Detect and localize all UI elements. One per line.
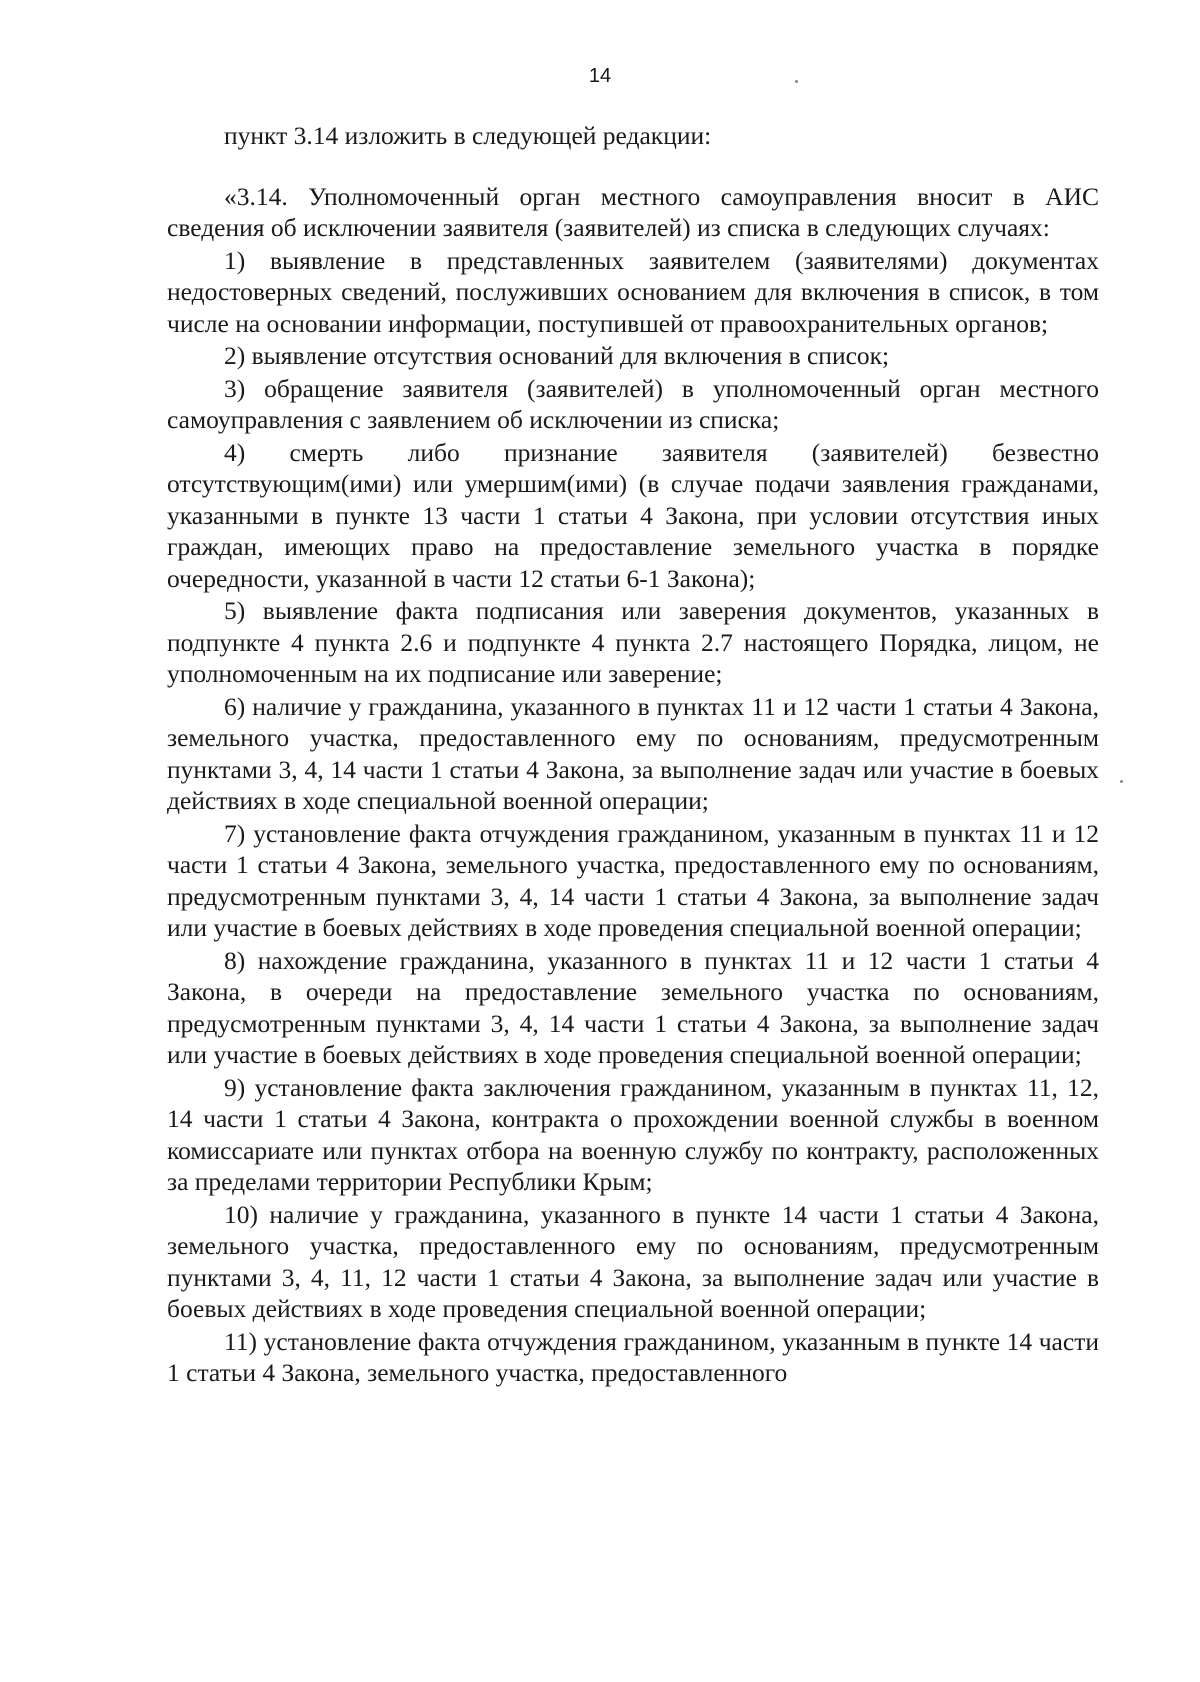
list-item-11: 11) установление факта отчуждения гражданином, указанным в пункте 14 части 1 статьи 4 Закона, земельного участка, предоставленного <box>167 1326 1099 1387</box>
list-item-7: 7) установление факта отчуждения гражданином, указанным в пунктах 11 и 12 части 1 статьи 4 Закона, земельного участка, предоставленного ему по основаниям, предусмотренным пунктами 3, 4, 14 части 1 статьи 4 Закона, за выполнение задач или участие в боевых действиях в ходе проведения специальной военной операции; <box>167 818 1099 942</box>
list-item-9: 9) установление факта заключения гражданином, указанным в пунктах 11, 12, 14 части 1 статьи 4 Закона, контракта о прохождении военной службы в военном комиссариате или пунктах отбора на военную службу по контракту, расположенных за пределами территории Республики Крым; <box>167 1072 1099 1196</box>
document-body <box>167 120 1099 1390</box>
list-item-4: 4) смерть либо признание заявителя (заявителей) безвестно отсутствующим(ими) или умершим(ими) (в случае подачи заявления гражданами, указанными в пункте 13 части 1 статьи 4 Закона, при условии отсутствия иных граждан, имеющих право на предоставление земельного участка в порядке очередности, указанной в части 12 статьи 6-1 Закона); <box>167 437 1099 593</box>
list-item-8: 8) нахождение гражданина, указанного в пунктах 11 и 12 части 1 статьи 4 Закона, в очереди на предоставление земельного участка по основаниям, предусмотренным пунктами 3, 4, 14 части 1 статьи 4 Закона, за выполнение задач или участие в боевых действиях в ходе проведения специальной военной операции; <box>167 945 1099 1069</box>
page-number: 14 <box>588 65 612 87</box>
list-item-5: 5) выявление факта подписания или заверения документов, указанных в подпункте 4 пункта 2.6 и подпункте 4 пункта 2.7 настоящего Порядка, лицом, не уполномоченным на их подписание или заверение; <box>167 596 1099 688</box>
list-item-2: 2) выявление отсутствия оснований для включения в список; <box>224 341 890 370</box>
list-item-1: 1) выявление в представленных заявителем (заявителями) документах недостоверных сведений, послуживших основанием для включения в список, в том числе на основании информации, поступившей от правоохранительных органов; <box>167 245 1099 338</box>
list-item-6: 6) наличие у гражданина, указанного в пунктах 11 и 12 части 1 статьи 4 Закона, земельного участка, предоставленного ему по основаниям, предусмотренным пунктами 3, 4, 14 части 1 статьи 4 Закона, за выполнение задач или участие в боевых действиях в ходе специальной военной операции; <box>167 691 1099 815</box>
intro-line: пункт 3.14 изложить в следующей редакции: <box>224 121 712 150</box>
list-item-10: 10) наличие у гражданина, указанного в пункте 14 части 1 статьи 4 Закона, земельного участка, предоставленного ему по основаниям, предусмотренным пунктами 3, 4, 11, 12 части 1 статьи 4 Закона, за выполнение задач или участие в боевых действиях в ходе проведения специальной военной операции; <box>167 1199 1099 1323</box>
scan-speck <box>795 80 798 83</box>
scan-speck <box>1120 780 1123 783</box>
list-item-3: 3) обращение заявителя (заявителей) в уполномоченный орган местного самоуправления с заявлением об исключении из списка; <box>167 373 1099 434</box>
paragraph-3-14-lead: «3.14. Уполномоченный орган местного самоуправления вносит в АИС сведения об исключении заявителя (заявителей) из списка в следующих случаях: <box>167 181 1099 242</box>
